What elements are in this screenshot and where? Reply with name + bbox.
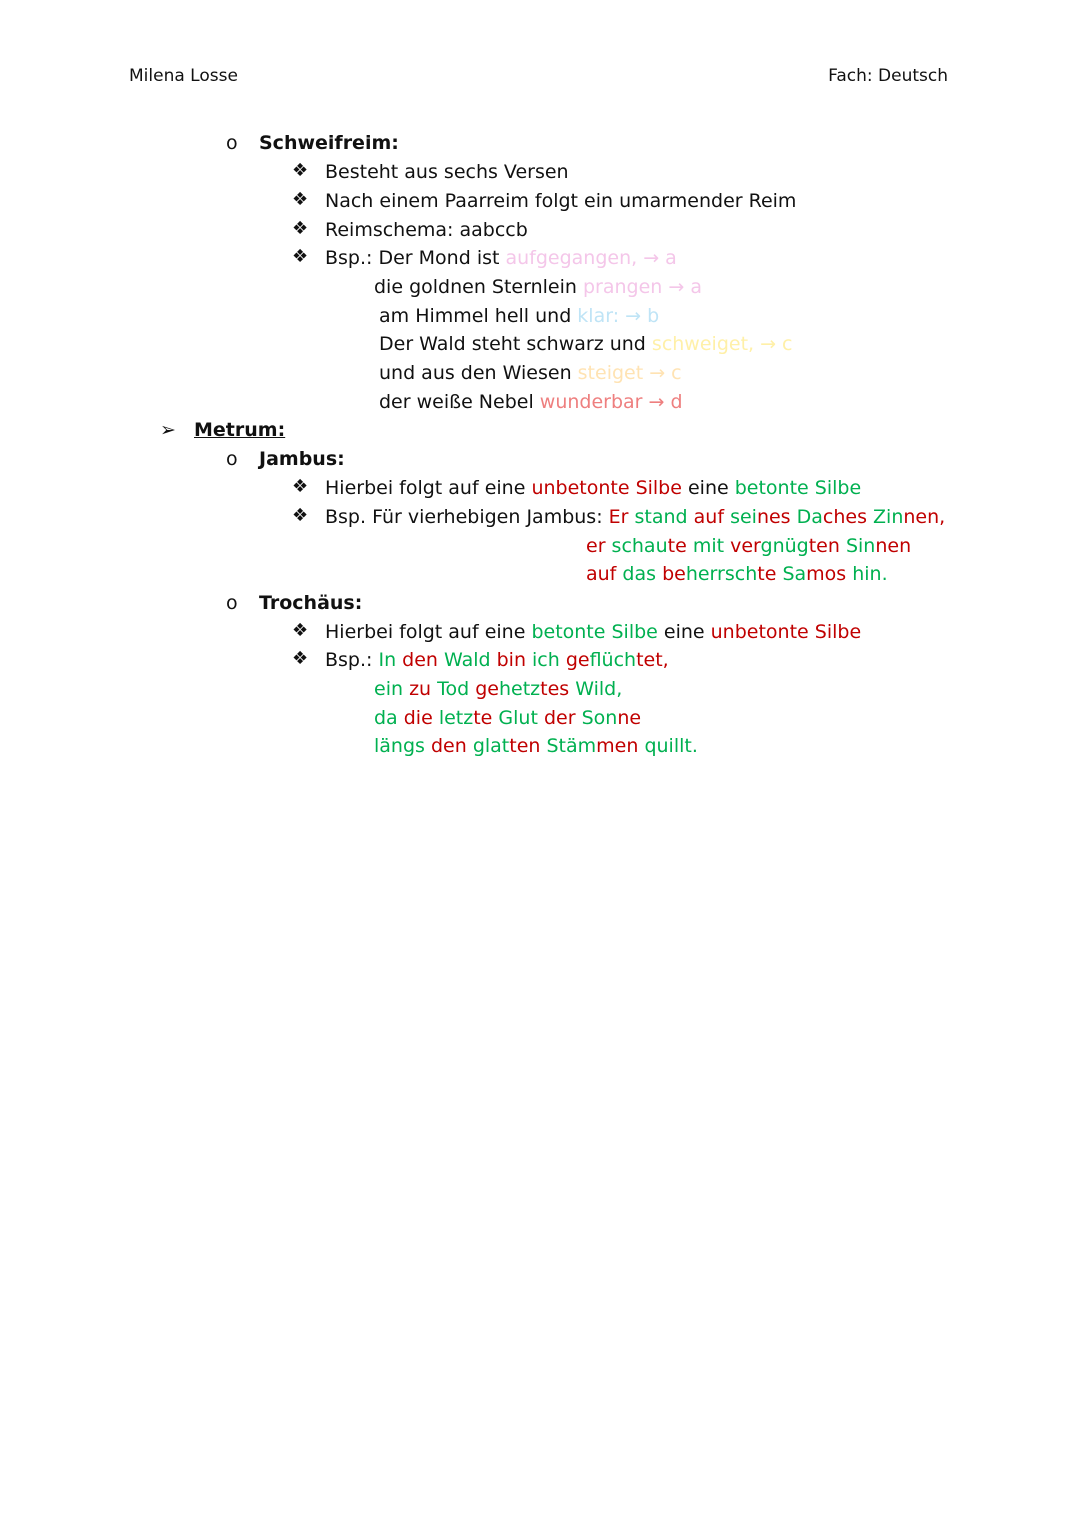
unstressed-syllable: die bbox=[403, 707, 439, 729]
unstressed-syllable: zu bbox=[409, 678, 438, 700]
definition-text: Hierbei folgt auf eine bbox=[325, 621, 532, 643]
unstressed-syllable: den bbox=[430, 735, 473, 757]
schweifreim-example-line bbox=[374, 275, 702, 299]
schweifreim-item: Nach einem Paarreim folgt ein umarmender Reim bbox=[325, 190, 797, 212]
stressed-syllable: Da bbox=[796, 506, 823, 528]
rhyme-word: steiget → c bbox=[577, 362, 682, 384]
stressed-syllable: schau bbox=[611, 535, 668, 557]
stressed-syllable: ich bbox=[532, 649, 566, 671]
unstressed-syllable: ne bbox=[617, 707, 642, 729]
diamond-bullet-icon: ❖ bbox=[292, 476, 309, 497]
unstressed-syllable: ten bbox=[509, 735, 547, 757]
unstressed-syllable: te bbox=[757, 563, 783, 585]
verse-text: die goldnen Sternlein bbox=[374, 276, 583, 298]
unstressed-syllable: be bbox=[662, 563, 686, 585]
syllable-line bbox=[378, 649, 668, 671]
rhyme-word: wunderbar → d bbox=[539, 391, 683, 413]
stressed-syllable: das bbox=[622, 563, 663, 585]
jambus-example-line bbox=[586, 562, 888, 586]
stressed-syllable: letz bbox=[438, 707, 474, 729]
unstressed-syllable: der bbox=[543, 707, 582, 729]
verse-text: Der Mond ist bbox=[378, 247, 506, 269]
trochaeus-example-line bbox=[374, 734, 698, 758]
diamond-bullet-icon: ❖ bbox=[292, 160, 309, 181]
diamond-bullet-icon: ❖ bbox=[292, 505, 309, 526]
trochaeus-definition bbox=[325, 620, 861, 644]
stressed-syllable: Wald bbox=[444, 649, 497, 671]
stressed-syllable: Zin bbox=[873, 506, 904, 528]
unstressed-syllable: bin bbox=[496, 649, 533, 671]
schweifreim-example-line bbox=[379, 332, 793, 356]
example-label: Bsp.: bbox=[325, 247, 379, 269]
unstressed-syllable: ten bbox=[808, 535, 846, 557]
metrum-title: Metrum: bbox=[194, 419, 286, 441]
unstressed-syllable: Er bbox=[608, 506, 635, 528]
stressed-syllable: mit bbox=[692, 535, 731, 557]
subject-label: Fach: Deutsch bbox=[828, 66, 948, 86]
schweifreim-example-line bbox=[379, 304, 659, 328]
unstressed-syllable: nen bbox=[875, 535, 912, 557]
stressed-syllable: stand bbox=[634, 506, 694, 528]
stressed-syllable: Glut bbox=[498, 707, 544, 729]
stressed-syllable: glat bbox=[472, 735, 510, 757]
unstressed-syllable: tes bbox=[540, 678, 576, 700]
stressed-syllable: In bbox=[378, 649, 403, 671]
verse-text: Der Wald steht schwarz und bbox=[379, 333, 652, 355]
schweifreim-title: Schweifreim: bbox=[259, 132, 399, 154]
stressed-syllable: Tod bbox=[437, 678, 476, 700]
unstressed-syllable-term: unbetonte Silbe bbox=[710, 621, 862, 643]
diamond-bullet-icon: ❖ bbox=[292, 246, 309, 267]
diamond-bullet-icon: ❖ bbox=[292, 620, 309, 641]
stressed-syllable: quillt. bbox=[644, 735, 698, 757]
syllable-line bbox=[609, 506, 946, 528]
stressed-syllable: sei bbox=[730, 506, 757, 528]
stressed-syllable-term: betonte Silbe bbox=[531, 621, 658, 643]
unstressed-syllable: er bbox=[586, 535, 612, 557]
unstressed-syllable: te bbox=[667, 535, 693, 557]
unstressed-syllable: ver bbox=[730, 535, 761, 557]
verse-text: am Himmel hell und bbox=[379, 305, 578, 327]
rhyme-word: aufgegangen, → a bbox=[505, 247, 677, 269]
circle-bullet: o bbox=[226, 592, 238, 614]
verse-text: und aus den Wiesen bbox=[379, 362, 578, 384]
diamond-bullet-icon: ❖ bbox=[292, 218, 309, 239]
stressed-syllable: längs bbox=[374, 735, 431, 757]
unstressed-syllable: men bbox=[596, 735, 645, 757]
verse-text: der weiße Nebel bbox=[379, 391, 540, 413]
unstressed-syllable: ge bbox=[475, 678, 499, 700]
stressed-syllable: Wild, bbox=[575, 678, 623, 700]
example-label: Bsp. Für vierhebigen Jambus: bbox=[325, 506, 609, 528]
stressed-syllable: da bbox=[374, 707, 404, 729]
unstressed-syllable: tet, bbox=[636, 649, 669, 671]
stressed-syllable: herrsch bbox=[685, 563, 758, 585]
definition-text: eine bbox=[681, 477, 735, 499]
jambus-example-line bbox=[325, 505, 945, 529]
unstressed-syllable: ches bbox=[822, 506, 874, 528]
unstressed-syllable: ge bbox=[565, 649, 590, 671]
rhyme-word: prangen → a bbox=[582, 276, 702, 298]
trochaeus-title: Trochäus: bbox=[259, 592, 363, 614]
author-name: Milena Losse bbox=[129, 66, 238, 86]
example-label: Bsp.: bbox=[325, 649, 379, 671]
trochaeus-example-line bbox=[374, 677, 622, 701]
jambus-title: Jambus: bbox=[259, 448, 345, 470]
unstressed-syllable: auf bbox=[586, 563, 623, 585]
unstressed-syllable: mos bbox=[806, 563, 853, 585]
arrow-bullet-icon: ➢ bbox=[160, 419, 176, 441]
unstressed-syllable: nen, bbox=[903, 506, 946, 528]
schweifreim-example-line bbox=[325, 246, 677, 270]
jambus-example-line bbox=[586, 534, 911, 558]
stressed-syllable: Sin bbox=[845, 535, 876, 557]
diamond-bullet-icon: ❖ bbox=[292, 189, 309, 210]
unstressed-syllable: auf bbox=[693, 506, 731, 528]
unstressed-syllable: te bbox=[473, 707, 499, 729]
circle-bullet: o bbox=[226, 132, 238, 154]
definition-text: Hierbei folgt auf eine bbox=[325, 477, 532, 499]
stressed-syllable-term: betonte Silbe bbox=[734, 477, 862, 499]
stressed-syllable: Son bbox=[581, 707, 618, 729]
unstressed-syllable: den bbox=[402, 649, 445, 671]
trochaeus-example-line bbox=[374, 706, 641, 730]
schweifreim-example-line bbox=[379, 390, 683, 414]
stressed-syllable: flüch bbox=[589, 649, 637, 671]
trochaeus-example-line bbox=[325, 648, 669, 672]
schweifreim-example-line bbox=[379, 361, 682, 385]
unstressed-syllable-term: unbetonte Silbe bbox=[531, 477, 682, 499]
stressed-syllable: Stäm bbox=[546, 735, 597, 757]
stressed-syllable: gnüg bbox=[760, 535, 809, 557]
jambus-definition bbox=[325, 476, 861, 500]
unstressed-syllable: nes bbox=[756, 506, 797, 528]
stressed-syllable: hin. bbox=[852, 563, 888, 585]
stressed-syllable: Sa bbox=[782, 563, 807, 585]
stressed-syllable: ein bbox=[374, 678, 410, 700]
rhyme-word: klar: → b bbox=[577, 305, 660, 327]
rhyme-word: schweiget, → c bbox=[651, 333, 793, 355]
schweifreim-item: Reimschema: aabccb bbox=[325, 219, 528, 241]
diamond-bullet-icon: ❖ bbox=[292, 648, 309, 669]
definition-text: eine bbox=[657, 621, 711, 643]
schweifreim-item: Besteht aus sechs Versen bbox=[325, 161, 569, 183]
stressed-syllable: hetz bbox=[498, 678, 541, 700]
circle-bullet: o bbox=[226, 448, 238, 470]
